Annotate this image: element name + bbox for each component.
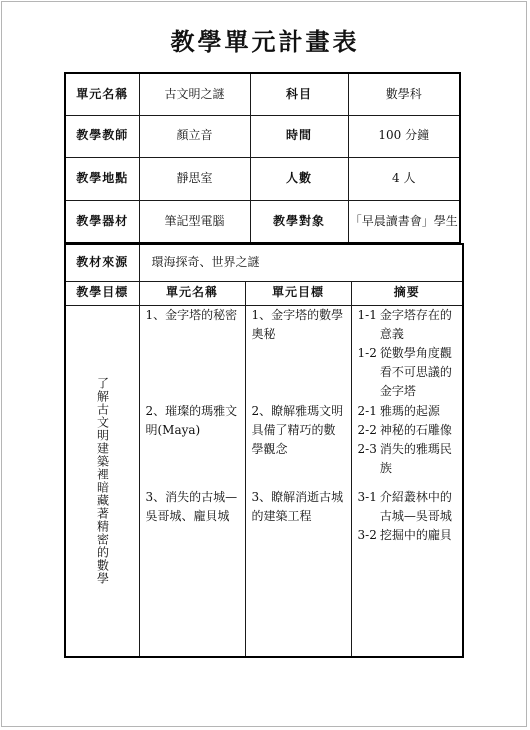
lesson-goals-table: [64, 243, 464, 658]
unit-objective: 3、瞭解消逝古城的建築工程: [251, 489, 344, 523]
summary-item: [358, 344, 459, 402]
value-cell: 「早晨讀書會」學生: [348, 200, 460, 243]
unit-objective: 2、瞭解雅瑪文明具備了精巧的數學觀念: [251, 403, 344, 456]
value-cell: 古文明之謎: [139, 73, 250, 115]
summary-number: 1-1: [357, 307, 377, 322]
page-title: 教學單元計畫表: [170, 27, 360, 56]
info-row: [65, 115, 460, 157]
summary-text: 從數學角度觀看不可思議的金字塔: [379, 345, 452, 399]
summary-text: 雅瑪的起源: [379, 403, 440, 418]
label-cell: 人數: [250, 157, 348, 200]
label-cell: 教學器材: [65, 200, 139, 243]
summary-number: 3-1: [357, 489, 377, 504]
label-cell: 教學地點: [65, 157, 139, 200]
goals-header-row: [65, 281, 463, 305]
value-cell: 筆記型電腦: [139, 200, 250, 243]
value-cell: 顏立音: [139, 115, 250, 157]
summary-number: 2-1: [357, 403, 377, 418]
value-cell: 靜思室: [139, 157, 250, 200]
summary-item: [358, 402, 459, 421]
summary-number: 1-2: [357, 345, 377, 360]
goals-body-row: [65, 305, 463, 657]
info-row: [65, 157, 460, 200]
summary-item: [358, 440, 459, 478]
label-cell: 時間: [250, 115, 348, 157]
source-label: 教材來源: [65, 244, 139, 281]
summary-number: 3-2: [357, 527, 377, 542]
label-cell: 科目: [250, 73, 348, 115]
summary-text: 介紹叢林中的古城—吳哥城: [379, 489, 452, 523]
lesson-plan-table: [64, 72, 461, 244]
goal-text: 了解古文明建築裡暗藏著精密的數學: [95, 376, 110, 585]
label-cell: 教學對象: [250, 200, 348, 243]
unit-name-cell: [139, 305, 245, 657]
summary-text: 消失的雅瑪民族: [379, 441, 452, 476]
info-row: [65, 73, 460, 115]
summary-item: [358, 421, 459, 440]
col-summary: 摘要: [351, 281, 463, 305]
goal-cell: [65, 305, 139, 657]
value-cell: 100 分鐘: [348, 115, 460, 157]
value-cell: 數學科: [348, 73, 460, 115]
unit-name: 3、消失的古城—吳哥城、龐貝城: [145, 489, 238, 523]
summary-number: 2-3: [357, 441, 377, 456]
unit-objective: 1、金字塔的數學奧秘: [251, 307, 344, 341]
value-cell: 4 人: [348, 157, 460, 200]
unit-name: 2、璀璨的瑪雅文明(Maya): [145, 403, 238, 437]
summary-number: 2-2: [357, 422, 377, 437]
unit-objective-cell: [245, 305, 351, 657]
goals-label: 教學目標: [65, 281, 139, 305]
summary-group: [358, 306, 459, 402]
info-row: [65, 200, 460, 243]
col-unit-objective: 單元目標: [245, 281, 351, 305]
summary-text: 神秘的石雕像: [379, 422, 452, 437]
summary-item: [358, 488, 459, 526]
summary-item: [358, 306, 459, 344]
summary-text: 金字塔存在的意義: [379, 307, 452, 341]
summary-group: [358, 488, 459, 546]
label-cell: 單元名稱: [65, 73, 139, 115]
summary-group: [358, 402, 459, 479]
source-row: [65, 244, 463, 281]
col-unit-name: 單元名稱: [139, 281, 245, 305]
label-cell: 教學教師: [65, 115, 139, 157]
summary-text: 挖掘中的龐貝: [379, 527, 452, 542]
unit-name: 1、金字塔的秘密: [145, 307, 238, 322]
summary-item: [358, 526, 459, 545]
source-value: 環海探奇、世界之謎: [139, 244, 463, 281]
summary-cell: [351, 305, 463, 657]
